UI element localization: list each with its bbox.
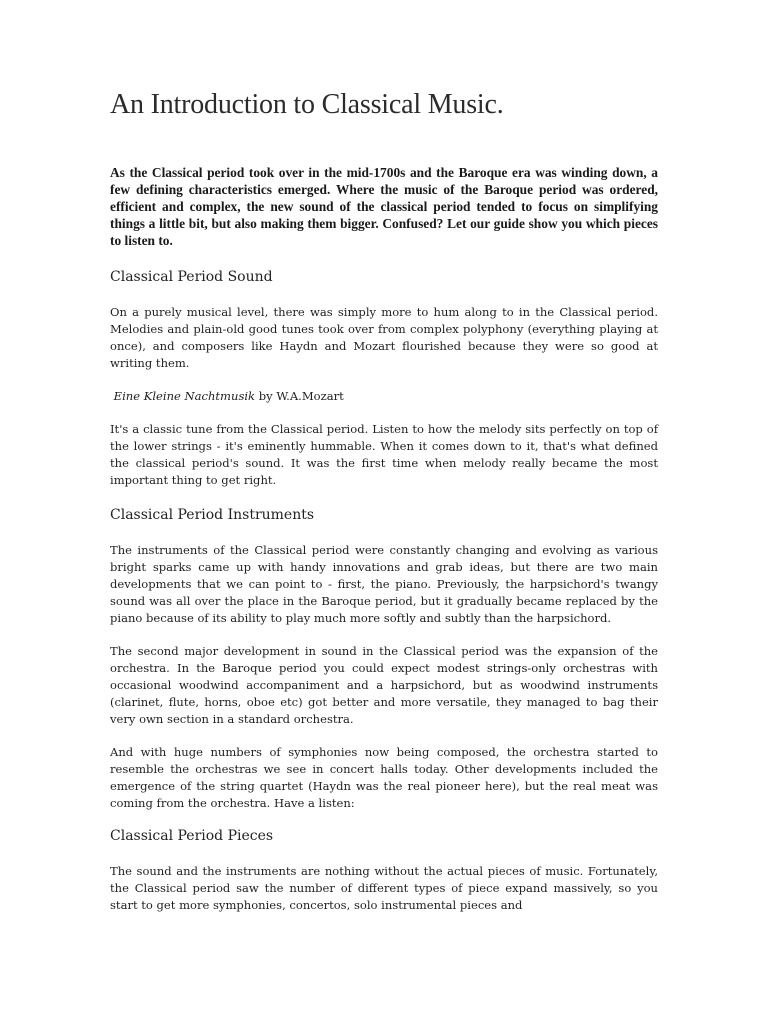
- music-work-title: Eine Kleine Nachtmusik: [113, 389, 256, 403]
- instruments-paragraph-2: The second major development in sound in the Classical period was the expansion of the orchestra. In the Baroque period you could expect modest strings-only orchestras with occasional woodwind accompaniment and a harpsichord, but as woodwind instruments (clarinet, flute, horns, oboe etc) got better and more versatile, they managed to bag their very own section in a standard orchestra.: [110, 644, 658, 726]
- section-heading-pieces: Classical Period Pieces: [110, 828, 274, 844]
- section-heading-sound: Classical Period Sound: [110, 269, 273, 285]
- page-title: An Introduction to Classical Music.: [110, 89, 504, 120]
- pieces-paragraph-1: The sound and the instruments are nothing without the actual pieces of music. Fortunately, the Classical period saw the number of different types of piece expand massively, so you start to get more symphonies, concertos, solo instrumental pieces and: [110, 864, 658, 912]
- sound-paragraph-2: It's a classic tune from the Classical period. Listen to how the melody sits perfectly on top of the lower strings - it's eminently hummable. When it comes down to it, that's what defined the classical period's sound. It was the first time when melody really became the most important thing to get right.: [110, 422, 658, 487]
- music-reference: [110, 388, 658, 405]
- sound-paragraph-1: On a purely musical level, there was simply more to hum along to in the Classical period. Melodies and plain-old good tunes took over from complex polyphony (everything playing at once), and composers like Haydn and Mozart flourished because they were so good at writing them.: [110, 305, 658, 370]
- instruments-paragraph-1: The instruments of the Classical period were constantly changing and evolving as various bright sparks came up with handy innovations and grab ideas, but there are two main developments that we can point to - first, the piano. Previously, the harpsichord's twangy sound was all over the place in the Baroque period, but it gradually became replaced by the piano because of its ability to play much more softly and subtly than the harpsichord.: [110, 543, 658, 625]
- section-heading-instruments: Classical Period Instruments: [110, 507, 315, 523]
- instruments-paragraph-3: And with huge numbers of symphonies now being composed, the orchestra started to resemble the orchestras we see in concert halls today. Other developments included the emergence of the string quartet (Haydn was the real pioneer here), but the real meat was coming from the orchestra. Have a listen:: [110, 745, 658, 810]
- intro-paragraph: As the Classical period took over in the mid-1700s and the Baroque era was winding down, a few defining characteristics emerged. Where the music of the Baroque period was ordered, efficient and complex, the new sound of the classical period tended to focus on simplifying things a little bit, but also making them bigger. Confused? Let our guide show you which pieces to listen to.: [110, 165, 658, 248]
- music-work-composer: by W.A.Mozart: [255, 389, 344, 403]
